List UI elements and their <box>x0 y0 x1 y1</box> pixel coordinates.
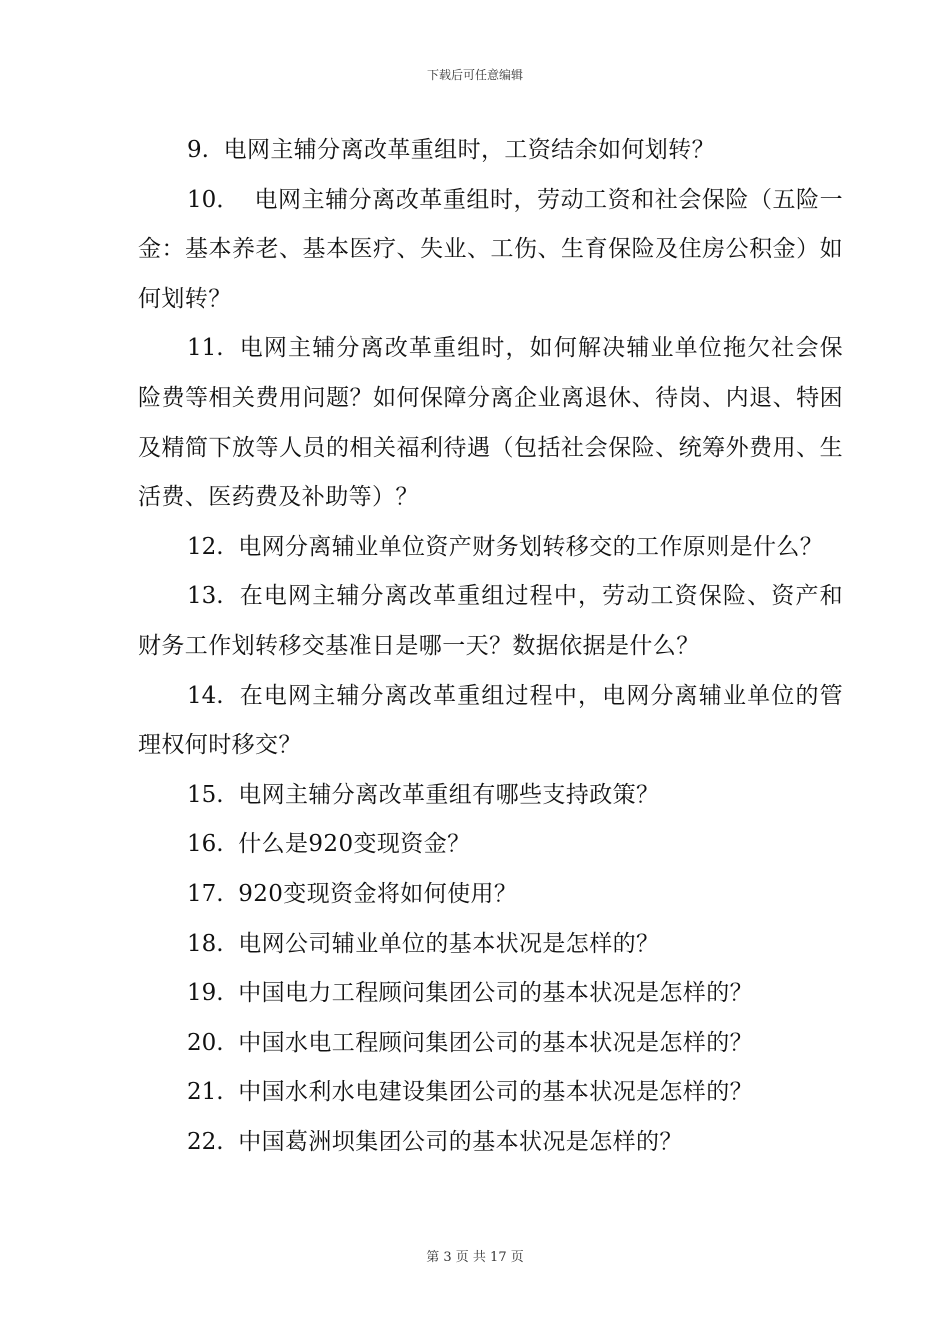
question-item-17 <box>138 870 843 920</box>
question-text: 在电网主辅分离改革重组过程中，劳动工资保险、资产和财务工作划转移交基准日是哪一天？数据依据是什么？ <box>138 583 844 659</box>
question-item-22 <box>138 1118 843 1168</box>
question-text: 电网分离辅业单位资产财务划转移交的工作原则是什么？ <box>238 533 824 560</box>
question-number: 16. <box>187 831 224 858</box>
question-item-9 <box>138 126 843 176</box>
question-number: 18. <box>187 930 224 957</box>
question-item-12 <box>138 523 843 573</box>
question-item-20 <box>138 1019 843 1069</box>
question-item-16 <box>138 820 843 870</box>
question-item-18 <box>138 920 843 970</box>
question-text: 什么是920变现资金？ <box>238 831 471 858</box>
question-item-11 <box>138 324 843 522</box>
question-list <box>138 126 843 1167</box>
question-text: 电网公司辅业单位的基本状况是怎样的？ <box>238 930 660 957</box>
page-header-note: 下载后可任意编辑 <box>426 68 523 82</box>
question-number: 21. <box>187 1079 224 1106</box>
question-text: 中国电力工程顾问集团公司的基本状况是怎样的？ <box>238 980 754 1007</box>
question-item-14 <box>138 672 843 771</box>
question-item-15 <box>138 771 843 821</box>
question-text: 中国葛洲坝集团公司的基本状况是怎样的？ <box>238 1128 683 1155</box>
question-number: 14. <box>187 682 224 709</box>
question-number: 13. <box>187 583 224 610</box>
question-number: 15. <box>187 781 224 808</box>
question-item-21 <box>138 1068 843 1118</box>
question-item-10 <box>138 176 843 325</box>
question-item-13 <box>138 572 843 671</box>
question-text: 电网主辅分离改革重组时，劳动工资和社会保险（五险一金：基本养老、基本医疗、失业、工伤、生育保险及住房公积金）如何划转？ <box>138 186 843 312</box>
question-number: 17. <box>187 880 224 907</box>
question-text: 在电网主辅分离改革重组过程中，电网分离辅业单位的管理权何时移交？ <box>138 682 844 759</box>
question-number: 12. <box>187 533 224 560</box>
question-text: 中国水电工程顾问集团公司的基本状况是怎样的？ <box>238 1029 754 1056</box>
question-number: 19. <box>187 980 224 1007</box>
question-text: 电网主辅分离改革重组时，如何解决辅业单位拖欠社会保险费等相关费用问题？如何保障分离企业离退休、待岗、内退、特困及精简下放等人员的相关福利待遇（包括社会保险、统筹外费用、生活费、医药费及补助等）？ <box>138 335 844 511</box>
question-number: 9. <box>187 137 209 163</box>
question-number: 11. <box>187 335 224 362</box>
question-text: 电网主辅分离改革重组有哪些支持政策？ <box>238 781 660 808</box>
question-text: 中国水利水电建设集团公司的基本状况是怎样的？ <box>238 1079 754 1106</box>
page-number-footer: 第 3 页 共 17 页 <box>426 1250 524 1265</box>
question-number: 22. <box>187 1128 224 1155</box>
question-item-19 <box>138 969 843 1019</box>
question-text: 电网主辅分离改革重组时，工资结余如何划转？ <box>223 137 715 163</box>
question-text: 920变现资金将如何使用？ <box>238 880 518 907</box>
question-number: 10． <box>187 186 240 213</box>
question-number: 20. <box>187 1029 224 1056</box>
